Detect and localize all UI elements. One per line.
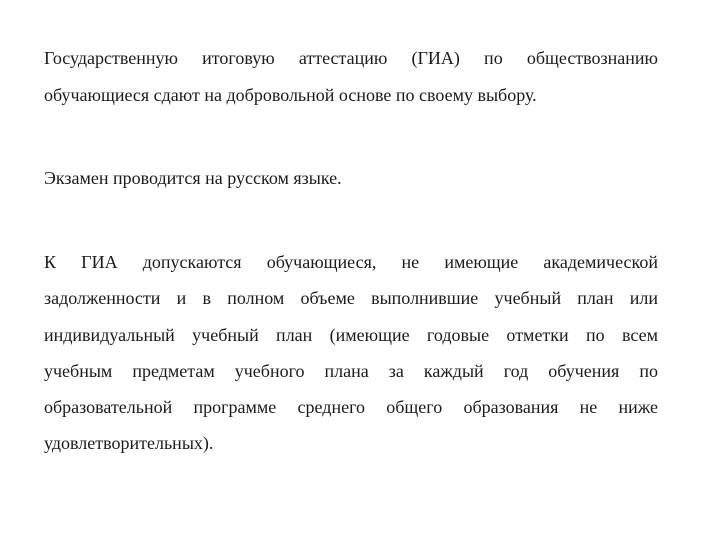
paragraph-line: Государственную итоговую аттестацию (ГИА) по обществознанию: [44, 48, 658, 68]
paragraph-line: удовлетворительных).: [44, 433, 214, 453]
paragraph-line: задолженности и в полном объеме выполнившие учебный план или: [44, 288, 658, 308]
paragraph-line: К ГИА допускаются обучающиеся, не имеющие академической: [44, 252, 658, 272]
paragraph-line: образовательной программе среднего общего образования не ниже: [44, 397, 658, 417]
paragraph-line: индивидуальный учебный план (имеющие годовые отметки по всем: [44, 325, 658, 345]
paragraph-line: учебным предметам учебного плана за каждый год обучения по: [44, 361, 658, 381]
paragraph-line: обучающиеся сдают на добровольной основе по своему выбору.: [44, 85, 537, 105]
paragraph-line: Экзамен проводится на русском языке.: [44, 168, 342, 188]
